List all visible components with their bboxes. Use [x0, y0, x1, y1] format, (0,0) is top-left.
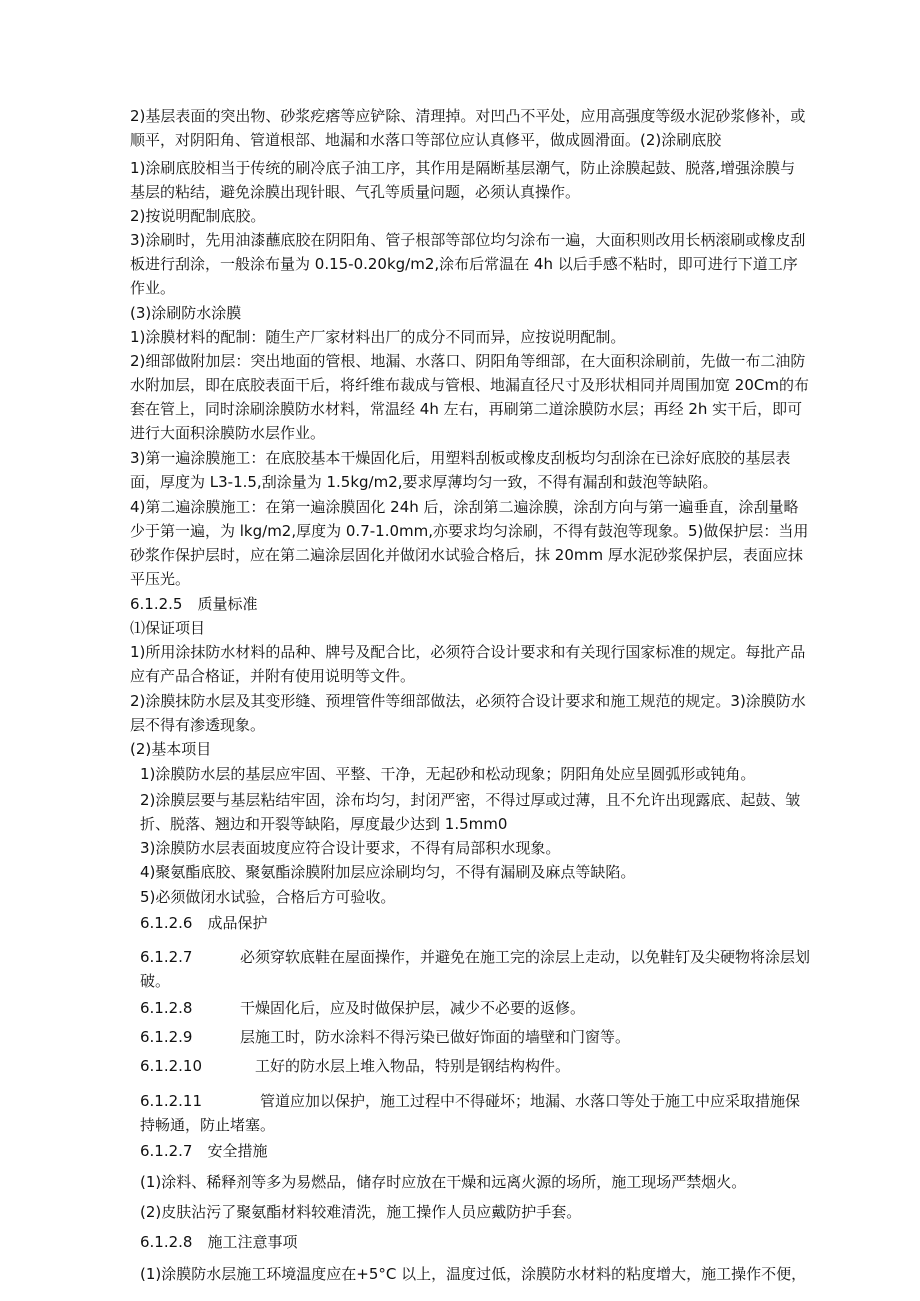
paragraph-primer-1: 1)涂刷底胶相当于传统的刷冷底子油工序，其作用是隔断基层潮气，防止涂膜起鼓、脱落,增强涂膜与基层的粘结，避免涂膜出现针眼、气孔等质量问题，必须认真操作。 — [130, 159, 796, 201]
item-number: 6.1.2.9 — [140, 1028, 193, 1046]
item-number: 6.1.2.7 — [140, 948, 193, 966]
paragraph-base-prep: 2)基层表面的突出物、砂浆疙瘩等应铲除、清理掉。对凹凸不平处，应用高强度等级水泥砂浆修补，或顺平，对阴阳角、管道根部、地漏和水落口等部位应认真修平，做成圆滑面。(2)涂刷底胶 — [130, 107, 806, 149]
item-number: 6.1.2.8 — [140, 999, 193, 1017]
paragraph-notes-1: (1)涂膜防水层施工环境温度应在+5°C 以上，温度过低，涂膜防水材料的粘度增大，施工操作不便， — [140, 1265, 807, 1283]
list-item — [140, 996, 810, 1020]
item-text: 层施工时，防水涂料不得污染已做好饰面的墙壁和门窗等。 — [240, 1028, 631, 1046]
paragraph-safety-2: (2)皮肤沾污了聚氨酯材料较难清洗，施工操作人员应戴防护手套。 — [140, 1203, 582, 1221]
paragraph-basic-4: 4)聚氨酯底胶、聚氨酯涂膜附加层应涂刷均匀，不得有漏刷及麻点等缺陷。 — [140, 863, 636, 881]
item-text: 干燥固化后，应及时做保护层，减少不必要的返修。 — [240, 999, 586, 1017]
paragraph-basic-2: 2)涂膜层要与基层粘结牢固，涂布均匀，封闭严密，不得过厚或过薄，且不允许出现露底、起鼓、皱折、脱落、翘边和开裂等缺陷，厚度最少达到 1.5mm0 — [140, 791, 801, 833]
section-heading-notes: 6.1.2.8 施工注意事项 — [140, 1233, 298, 1251]
item-text: 管道应加以保护，施工过程中不得碰坏；地漏、水落口等处于施工中应采取措施保持畅通，防止堵塞。 — [140, 1092, 801, 1134]
list-item — [140, 945, 810, 993]
paragraph-guarantee-heading: ⑴保证项目 — [130, 619, 206, 637]
paragraph-primer-2: 2)按说明配制底胶。 — [130, 207, 266, 225]
paragraph-basic-5: 5)必须做闭水试验，合格后方可验收。 — [140, 888, 396, 906]
paragraph-coating-3: 3)第一遍涂膜施工：在底胶基本干燥固化后，用塑料刮板或橡皮刮板均匀刮涂在已涂好底胶的基层表面，厚度为 L3-1.5,刮涂量为 1.5kg∕m2,要求厚薄均匀一致，不得有漏刮和鼓泡等缺陷。 — [130, 449, 791, 491]
list-item — [140, 1089, 810, 1137]
section-heading-safety: 6.1.2.7 安全措施 — [140, 1142, 268, 1160]
item-text: 工好的防水层上堆入物品，特别是钢结构构件。 — [255, 1057, 571, 1075]
paragraph-heading-3: (3)涂刷防水涂膜 — [130, 304, 242, 322]
paragraph-primer-3: 3)涂刷时，先用油漆蘸底胶在阴阳角、管子根部等部位均匀涂布一遍，大面积则改用长柄滚刷或橡皮刮板进行刮涂，一般涂布量为 0.15-0.20kg∕m2,涂布后常温在 4h 以后手感不粘时，即可进行下道工序作业。 — [130, 231, 806, 297]
item-number: 6.1.2.10 — [140, 1057, 203, 1075]
section-heading-protection: 6.1.2.6 成品保护 — [140, 914, 268, 932]
paragraph-guarantee-2: 2)涂膜抹防水层及其变形缝、预埋管件等细部做法，必须符合设计要求和施工规范的规定。3)涂膜防水层不得有渗透现象。 — [130, 692, 806, 734]
item-text: 必须穿软底鞋在屋面操作，并避免在施工完的涂层上走动，以免鞋钉及尖硬物将涂层划破。 — [140, 948, 811, 990]
item-number: 6.1.2.11 — [140, 1092, 203, 1110]
section-heading-quality: 6.1.2.5 质量标准 — [130, 595, 258, 613]
paragraph-coating-4: 4)第二遍涂膜施工：在第一遍涂膜固化 24h 后，涂刮第二遍涂膜，涂刮方向与第一遍垂直，涂刮量略少于第一遍，为 lkg∕m2,厚度为 0.7-1.0mm,亦要求均匀涂刷，不得有鼓泡等现象。5)做保护层：当用砂浆作保护层时，应在第二遍涂层固化并做闭水试验合格后，抹 20mm 厚水泥砂浆保护层，表面应抹平压光。 — [130, 498, 809, 588]
paragraph-basic-1: 1)涂膜防水层的基层应牢固、平整、干净，无起砂和松动现象；阴阳角处应呈圆弧形或钝角。 — [140, 765, 756, 783]
paragraph-guarantee-1: 1)所用涂抹防水材料的品种、牌号及配合比，必须符合设计要求和有关现行国家标准的规定。每批产品应有产品合格证，并附有使用说明等文件。 — [130, 643, 806, 685]
list-item — [140, 1054, 810, 1078]
list-item — [140, 1025, 810, 1049]
paragraph-coating-2: 2)细部做附加层：突出地面的管根、地漏、水落口、阴阳角等细部，在大面积涂刷前，先做一布二油防水附加层，即在底胶表面干后，将纤维布裁成与管根、地漏直径尺寸及形状相同并周围加宽 20Cm的布套在管上，同时涂刷涂膜防水材料，常温经 4h 左右，再刷第二道涂膜防水层；再经 2h 实干后，即可进行大面积涂膜防水层作业。 — [130, 352, 809, 442]
paragraph-basic-3: 3)涂膜防水层表面坡度应符合设计要求，不得有局部积水现象。 — [140, 839, 561, 857]
paragraph-coating-1: 1)涂膜材料的配制：随生产厂家材料出厂的成分不同而异，应按说明配制。 — [130, 328, 626, 346]
paragraph-basic-heading: (2)基本项目 — [130, 740, 212, 758]
paragraph-safety-1: (1)涂料、稀释剂等多为易燃品，储存时应放在干燥和远离火源的场所，施工现场严禁烟火。 — [140, 1173, 747, 1191]
